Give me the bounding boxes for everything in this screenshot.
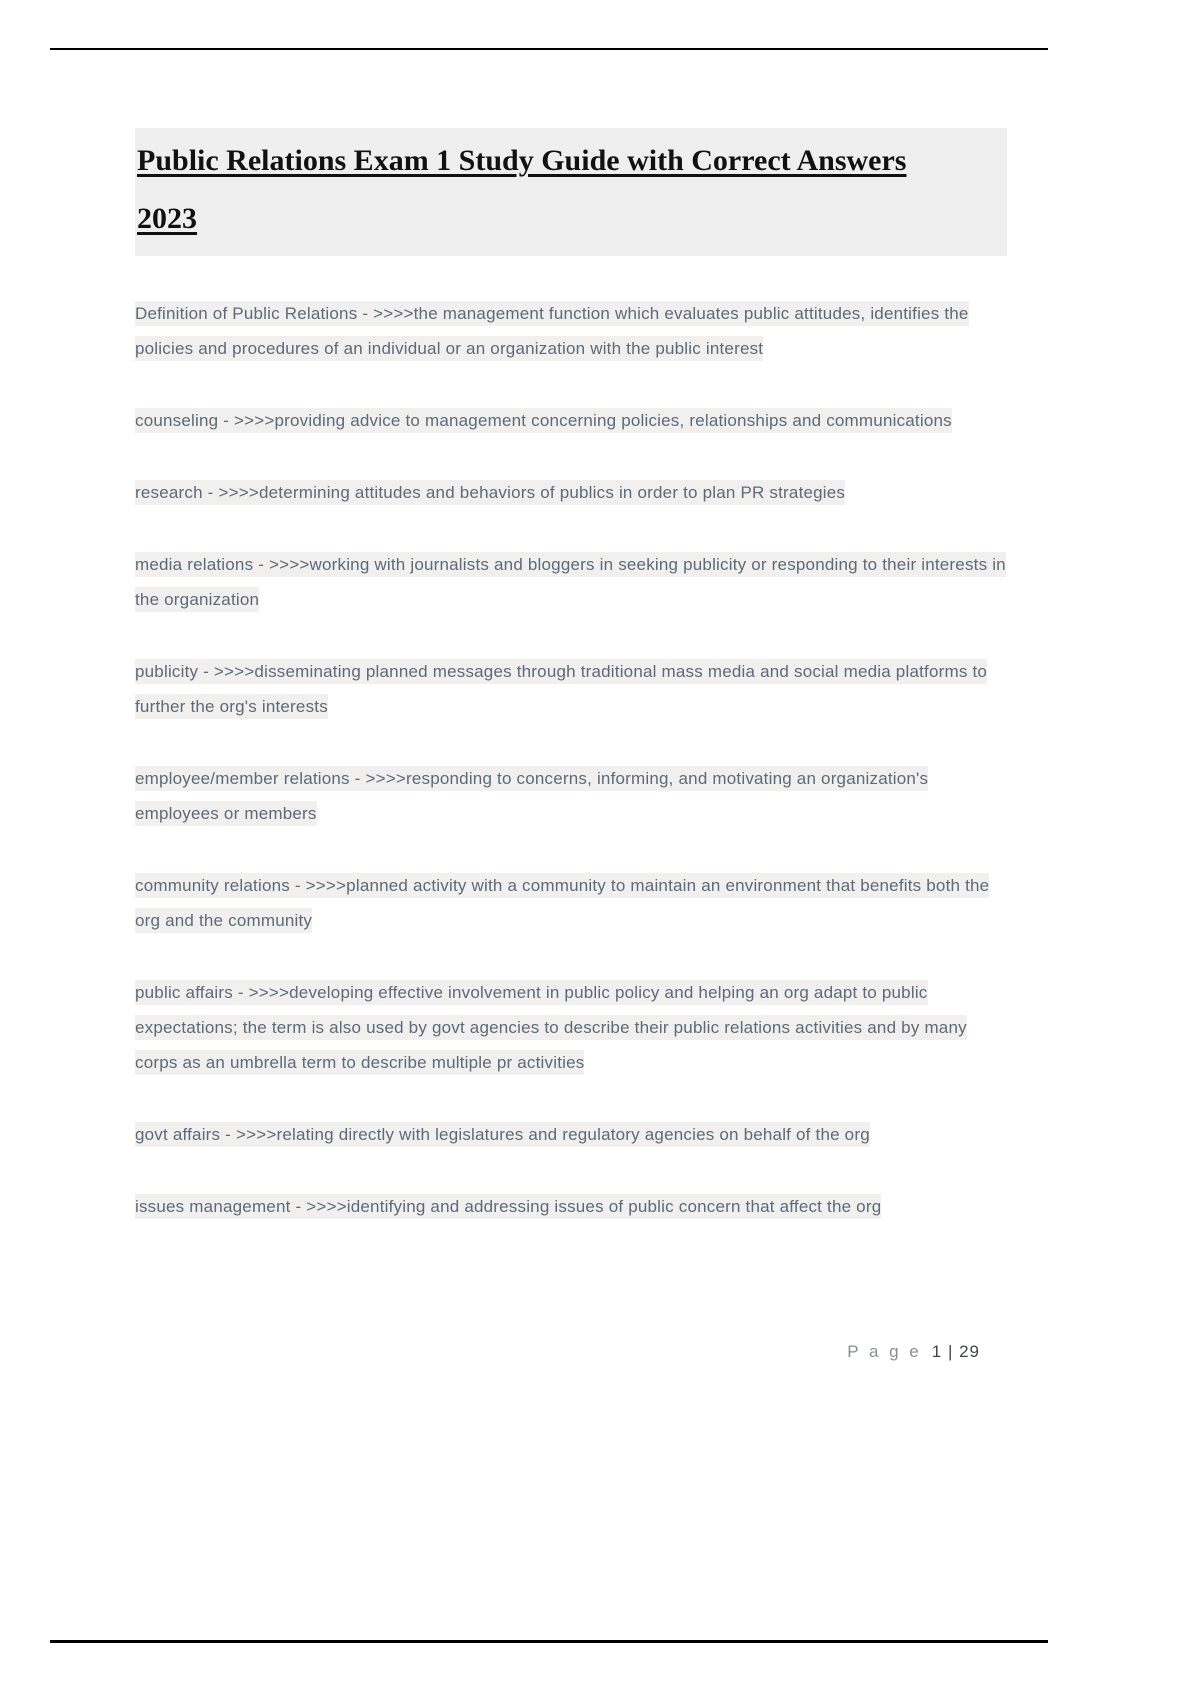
entry-text: media relations - >>>>working with journalists and bloggers in seeking publicity or responding to their interests in the organization	[135, 552, 1006, 612]
entry-text: public affairs - >>>>developing effective involvement in public policy and helping an org adapt to public expectations; the term is also used by govt agencies to describe their public relations activities and by many corps as an umbrella term to describe multiple pr activities	[135, 980, 967, 1075]
study-entry	[135, 547, 1007, 617]
footer-page-number: 1 | 29	[931, 1342, 980, 1361]
top-rule	[50, 48, 1048, 50]
entry-text: issues management - >>>>identifying and addressing issues of public concern that affect the org	[135, 1194, 881, 1219]
entries-list	[135, 296, 1007, 1224]
study-entry	[135, 761, 1007, 831]
study-entry	[135, 403, 1007, 438]
study-entry	[135, 868, 1007, 938]
entry-text: counseling - >>>>providing advice to management concerning policies, relationships and communications	[135, 408, 952, 433]
page-footer	[847, 1342, 980, 1362]
study-entry	[135, 296, 1007, 366]
study-entry	[135, 1189, 1007, 1224]
footer-page-label: P a g e	[847, 1342, 922, 1361]
study-entry	[135, 654, 1007, 724]
bottom-rule	[50, 1640, 1048, 1643]
study-entry	[135, 975, 1007, 1080]
study-entry	[135, 1117, 1007, 1152]
document-title	[135, 128, 1007, 256]
entry-text: Definition of Public Relations - >>>>the management function which evaluates public attitudes, identifies the policies and procedures of an individual or an organization with the public interest	[135, 301, 969, 361]
entry-text: employee/member relations - >>>>responding to concerns, informing, and motivating an organization's employees or members	[135, 766, 928, 826]
entry-text: research - >>>>determining attitudes and behaviors of publics in order to plan PR strategies	[135, 480, 845, 505]
title-line-1: Public Relations Exam 1 Study Guide with Correct Answers	[137, 144, 907, 177]
entry-text: publicity - >>>>disseminating planned messages through traditional mass media and social media platforms to further the org's interests	[135, 659, 987, 719]
entry-text: govt affairs - >>>>relating directly with legislatures and regulatory agencies on behalf of the org	[135, 1122, 870, 1147]
title-line-2: 2023	[137, 202, 197, 235]
study-entry	[135, 475, 1007, 510]
entry-text: community relations - >>>>planned activity with a community to maintain an environment that benefits both the org and the community	[135, 873, 989, 933]
document-body	[135, 128, 1007, 1224]
